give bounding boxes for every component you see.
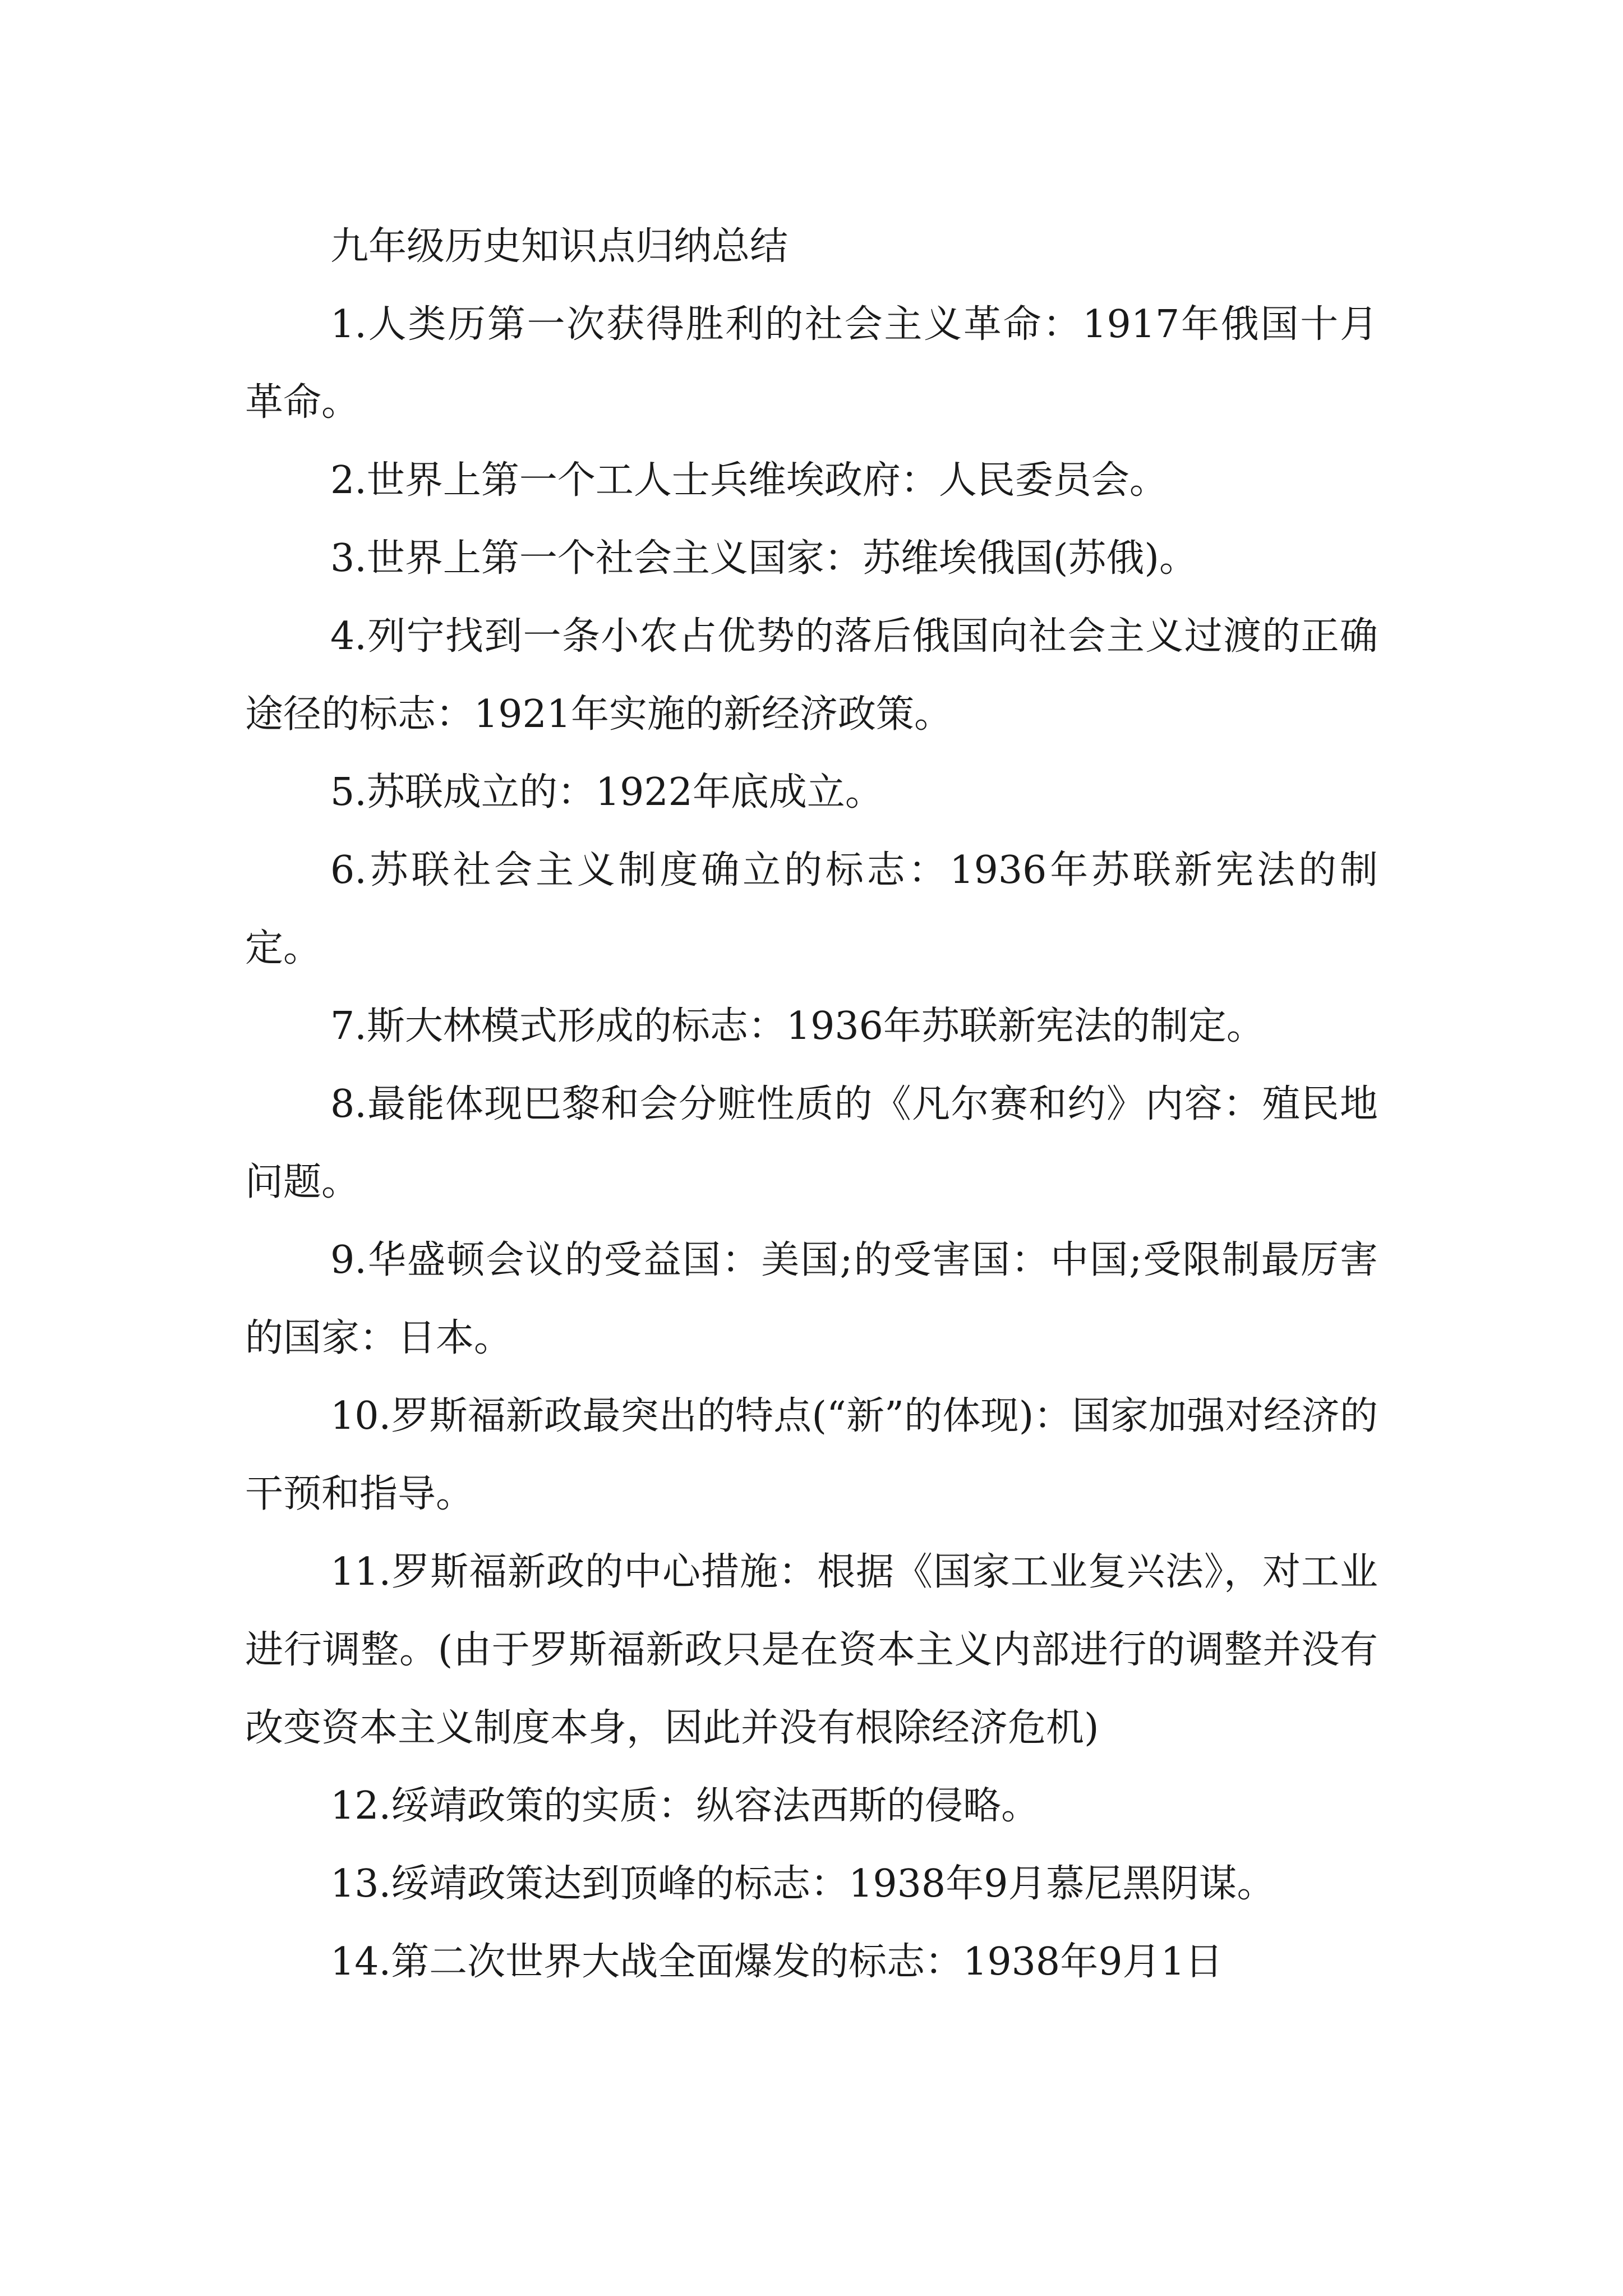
- paragraph-2: 2.世界上第一个工人士兵维埃政府：人民委员会。: [330, 458, 1168, 503]
- paragraph-14: 14.第二次世界大战全面爆发的标志：1938年9月1日: [330, 1940, 1223, 1984]
- paragraph-8: 8.最能体现巴黎和会分赃性质的《凡尔赛和约》内容：殖民地问题。: [245, 1082, 1378, 1204]
- paragraph-9: 9.华盛顿会议的受益国：美国;的受害国：中国;受限制最厉害的国家：日本。: [245, 1238, 1378, 1360]
- paragraph-4: 4.列宁找到一条小农占优势的落后俄国向社会主义过渡的正确途径的标志：1921年实施的新经济政策。: [245, 614, 1378, 737]
- paragraph-3: 3.世界上第一个社会主义国家：苏维埃俄国(苏俄)。: [330, 536, 1197, 581]
- paragraph-5: 5.苏联成立的：1922年底成立。: [330, 770, 883, 815]
- paragraph-12: 12.绥靖政策的实质：纵容法西斯的侵略。: [330, 1784, 1040, 1828]
- paragraph-13: 13.绥靖政策达到顶峰的标志：1938年9月慕尼黑阴谋。: [330, 1862, 1275, 1906]
- paragraph-10: 10.罗斯福新政最突出的特点(“新”的体现)：国家加强对经济的干预和指导。: [245, 1394, 1378, 1516]
- document-body: [245, 208, 1378, 2001]
- paragraph-7: 7.斯大林模式形成的标志：1936年苏联新宪法的制定。: [330, 1004, 1265, 1048]
- document-title: 九年级历史知识点归纳总结: [330, 224, 789, 269]
- paragraph-1: 1.人类历第一次获得胜利的社会主义革命：1917年俄国十月革命。: [245, 302, 1378, 425]
- paragraph-11: 11.罗斯福新政的中心措施：根据《国家工业复兴法》，对工业进行调整。(由于罗斯福新政只是在资本主义内部进行的调整并没有改变资本主义制度本身，因此并没有根除经济危机): [245, 1550, 1378, 1750]
- paragraph-6: 6.苏联社会主义制度确立的标志：1936年苏联新宪法的制定。: [245, 848, 1378, 970]
